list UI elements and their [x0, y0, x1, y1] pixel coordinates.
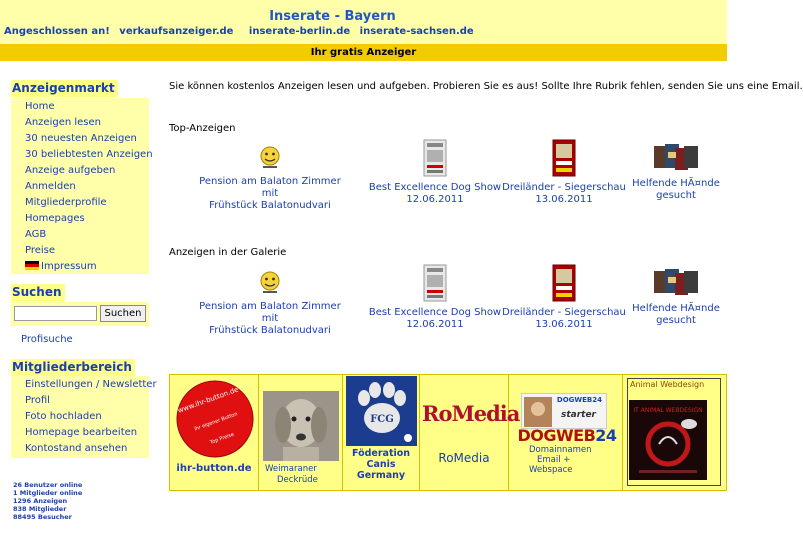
- top-ads-label: Top-Anzeigen: [169, 123, 236, 134]
- dog-show-poster-icon: [424, 265, 446, 301]
- german-flag-icon: [25, 261, 39, 270]
- dogweb-starter: starter: [560, 410, 596, 420]
- ad-title-line2[interactable]: gesucht: [656, 190, 696, 201]
- siegerschau-poster-icon: [553, 140, 575, 176]
- market-heading: Anzeigenmarkt: [11, 80, 118, 97]
- market-menu: [11, 98, 153, 274]
- member-item-balance[interactable]: Kontostand ansehen: [25, 443, 128, 454]
- books-collage-icon: [654, 269, 698, 297]
- gallery-ad-card[interactable]: [601, 269, 751, 327]
- ad-title-line2[interactable]: 13.06.2011: [535, 194, 593, 205]
- dogweb-line3[interactable]: Webspace: [529, 465, 573, 475]
- ad-title-line2[interactable]: 13.06.2011: [535, 319, 593, 330]
- ad-title-line2[interactable]: Frühstück Balatonudvari: [209, 200, 331, 211]
- menu-item-post-ad[interactable]: Anzeige aufgeben: [25, 165, 116, 176]
- siegerschau-poster-icon: [553, 265, 575, 301]
- gallery-ad-card[interactable]: [360, 265, 510, 331]
- ad-title-line2[interactable]: 12.06.2011: [406, 319, 464, 330]
- stat-visitors: 88495 Besucher: [13, 513, 72, 521]
- ad-title-line1[interactable]: Pension am Balaton Zimmer mit: [199, 301, 341, 324]
- stat-members: 838 Mitglieder: [13, 505, 67, 513]
- member-item-settings[interactable]: Einstellungen / Newsletter: [25, 379, 157, 390]
- dogweb-box: [521, 393, 607, 429]
- animal-webdesign-label[interactable]: Animal Webdesign: [630, 380, 705, 389]
- svg-text:ihr eigener Button: ihr eigener Button: [193, 411, 239, 433]
- dogweb-logo: [511, 426, 623, 445]
- ad-title-line1[interactable]: Pension am Balaton Zimmer mit: [199, 176, 341, 199]
- partner-banners: [169, 374, 727, 491]
- ad-card[interactable]: [601, 144, 751, 202]
- ad-title-line1[interactable]: Helfende HÃ¤nde: [632, 303, 720, 314]
- member-item-profile[interactable]: Profil: [25, 395, 50, 406]
- banner-ihr-button-label[interactable]: ihr-button.de: [176, 463, 252, 474]
- books-collage-icon: [654, 144, 698, 172]
- romedia-label[interactable]: RoMedia: [438, 451, 490, 465]
- ihr-button-logo-icon: [175, 379, 255, 459]
- smiley-icon: [257, 271, 283, 295]
- banner-animal-webdesign[interactable]: [623, 375, 727, 490]
- svg-text:FCG: FCG: [370, 414, 394, 425]
- svg-text:IT ANIMAL WEBDESIGN: IT ANIMAL WEBDESIGN: [633, 407, 703, 414]
- partner-link-verkaufsanzeiger[interactable]: verkaufsanzeiger.de: [119, 26, 234, 37]
- ad-title-line2[interactable]: Frühstück Balatonudvari: [209, 325, 331, 336]
- search-heading: Suchen: [11, 284, 65, 301]
- tagline-bar: Ihr gratis Anzeiger: [0, 44, 727, 61]
- dogweb-small-logo: DOGWEB24: [556, 396, 602, 404]
- connected-label: Angeschlossen an!: [4, 26, 110, 37]
- menu-item-member-profiles[interactable]: Mitgliederprofile: [25, 197, 107, 208]
- menu-item-login[interactable]: Anmelden: [25, 181, 76, 192]
- dog-photo-icon: [524, 397, 552, 427]
- ad-title-line1[interactable]: Dreiländer - Siegerschau: [502, 307, 626, 318]
- dogweb-line1[interactable]: Domainnamen: [529, 445, 592, 455]
- partner-links: [4, 26, 474, 37]
- fcg-paw-logo-icon: [346, 376, 417, 446]
- site-stats: [13, 481, 82, 521]
- profisuche-link[interactable]: Profisuche: [21, 334, 73, 345]
- ad-title-line1[interactable]: Best Excellence Dog Show: [368, 182, 502, 193]
- weimaraner-dog-photo-icon: [263, 391, 339, 461]
- menu-item-popular[interactable]: 30 beliebtesten Anzeigen: [25, 149, 153, 160]
- site-header: [0, 0, 727, 44]
- svg-text:www.ihr-button.de: www.ihr-button.de: [176, 385, 240, 415]
- fcg-line2[interactable]: Canis: [366, 459, 396, 470]
- menu-item-agb[interactable]: AGB: [25, 229, 47, 240]
- weimaraner-line1[interactable]: Weimaraner: [265, 464, 317, 474]
- svg-text:Top Preise: Top Preise: [209, 431, 235, 446]
- stat-members-online: 1 Mitglieder online: [13, 489, 83, 497]
- banner-ihr-button[interactable]: [170, 375, 259, 490]
- fcg-line3[interactable]: Germany: [356, 470, 406, 481]
- banner-dogweb24[interactable]: [509, 375, 623, 490]
- ad-title-line2[interactable]: gesucht: [656, 315, 696, 326]
- search-box: [11, 302, 149, 352]
- weimaraner-line2[interactable]: Deckrüde: [277, 475, 318, 485]
- search-input[interactable]: [14, 306, 97, 321]
- dogweb-logo-main: DOGWEB: [517, 426, 596, 445]
- dogweb-line2[interactable]: Email +: [537, 455, 571, 465]
- partner-link-sachsen[interactable]: inserate-sachsen.de: [359, 26, 474, 37]
- menu-item-home[interactable]: Home: [25, 101, 55, 112]
- member-item-photo[interactable]: Foto hochladen: [25, 411, 102, 422]
- banner-weimaraner[interactable]: [259, 375, 343, 490]
- impressum-label: Impressum: [41, 261, 97, 272]
- banner-romedia[interactable]: [420, 375, 520, 490]
- menu-item-newest[interactable]: 30 neuesten Anzeigen: [25, 133, 137, 144]
- stat-users-online: 26 Benutzer online: [13, 481, 83, 489]
- ad-card[interactable]: [195, 146, 345, 212]
- dog-show-poster-icon: [424, 140, 446, 176]
- menu-item-read-ads[interactable]: Anzeigen lesen: [25, 117, 102, 128]
- search-button[interactable]: Suchen: [100, 305, 146, 322]
- member-heading: Mitgliederbereich: [11, 359, 135, 376]
- ad-card[interactable]: [360, 140, 510, 206]
- gallery-ads-label: Anzeigen in der Galerie: [169, 247, 287, 258]
- intro-text: Sie können kostenlos Anzeigen lesen und aufgeben. Probieren Sie es aus! Sollte Ihre Rubrik fehlen, senden Sie uns eine Email.: [169, 81, 803, 92]
- banner-fcg[interactable]: [343, 375, 420, 490]
- menu-item-prices[interactable]: Preise: [25, 245, 56, 256]
- stat-ads: 1296 Anzeigen: [13, 497, 68, 505]
- partner-link-berlin[interactable]: inserate-berlin.de: [248, 26, 351, 37]
- ad-title-line1[interactable]: Helfende HÃ¤nde: [632, 178, 720, 189]
- animal-webdesign-art-icon: [629, 400, 707, 480]
- menu-item-homepages[interactable]: Homepages: [25, 213, 85, 224]
- ad-title-line1[interactable]: Dreiländer - Siegerschau: [502, 182, 626, 193]
- smiley-icon: [257, 146, 283, 170]
- fcg-line1[interactable]: Föderation: [351, 448, 411, 459]
- member-item-homepage[interactable]: Homepage bearbeiten: [25, 427, 138, 438]
- ad-title-line2[interactable]: 12.06.2011: [406, 194, 464, 205]
- menu-item-impressum[interactable]: [11, 259, 149, 275]
- gallery-ad-card[interactable]: [195, 271, 345, 337]
- dogweb-logo-num: 24: [595, 426, 617, 445]
- romedia-logo: RoMedia: [422, 401, 520, 426]
- site-title[interactable]: Inserate - Bayern: [269, 9, 396, 24]
- member-menu: [11, 376, 157, 458]
- ad-title-line1[interactable]: Best Excellence Dog Show: [368, 307, 502, 318]
